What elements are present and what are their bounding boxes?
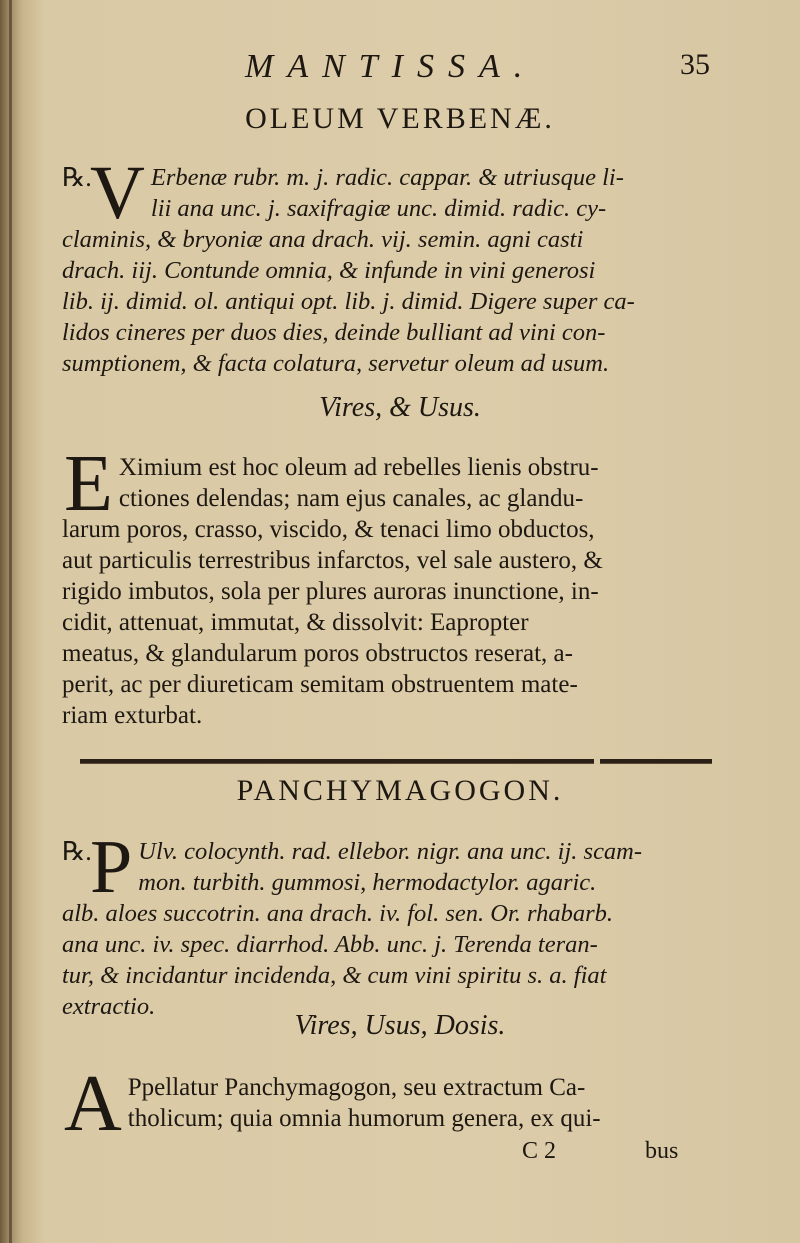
- recipe-initial: P: [90, 825, 133, 909]
- text-line: ctiones delendas; nam ejus canales, ac glandu-: [118, 485, 584, 512]
- text-line: Ppellatur Panchymagogon, seu extractum Ca-: [127, 1074, 586, 1101]
- text-line: rigido imbutos, sola per plures auroras inunctione, in-: [62, 578, 599, 605]
- text-line: Erbenæ rubr. m. j. radic. cappar. & utriusque li-: [150, 164, 624, 191]
- page-gutter: [9, 0, 12, 1243]
- recipe-initial: V: [90, 151, 145, 235]
- section-title-oleum-verbenae: OLEUM VERBENÆ.: [245, 102, 555, 135]
- subheading-vires-usus-dosis: Vires, Usus, Dosis.: [294, 1010, 506, 1041]
- paragraph-vires-usus: [62, 440, 730, 731]
- section-title-panchymagogon: PANCHYMAGOGON.: [236, 774, 564, 807]
- subheading-vires-usus: Vires, & Usus.: [319, 392, 481, 423]
- running-header: [60, 44, 750, 94]
- signature-mark: C 2: [522, 1138, 557, 1164]
- text-line: lii ana unc. j. saxifragiæ unc. dimid. radic. cy-: [150, 195, 607, 222]
- recipe-symbol: ℞.: [62, 837, 92, 866]
- text-line: cidit, attenuat, immutat, & dissolvit: Eapropter: [62, 609, 529, 636]
- running-title: MANTISSA.: [245, 48, 537, 85]
- paragraph-initial: A: [64, 1060, 122, 1148]
- text-line: Ulv. colocynth. rad. ellebor. nigr. ana unc. ij. scam-: [138, 838, 643, 865]
- recipe-oleum-verbenae: [62, 151, 730, 379]
- text-line: sumptionem, & facta colatura, servetur oleum ad usum.: [62, 350, 610, 377]
- recipe-panchymagogon: [62, 825, 730, 1022]
- text-line: extractio.: [62, 993, 156, 1020]
- text-line: tur, & incidantur incidenda, & cum vini spiritu s. a. fiat: [62, 962, 607, 989]
- section-divider-rule: [80, 759, 712, 764]
- catchword: bus: [645, 1138, 679, 1164]
- rule-break: [594, 757, 600, 765]
- text-line: Ximium est hoc oleum ad rebelles lienis obstru-: [118, 454, 599, 481]
- recipe-symbol: ℞.: [62, 163, 92, 192]
- text-line: meatus, & glandularum poros obstructos reserat, a-: [62, 640, 573, 667]
- page-number: 35: [680, 48, 710, 81]
- text-line: ana unc. iv. spec. diarrhod. Abb. unc. j. Terenda teran-: [62, 931, 598, 958]
- text-line: lib. ij. dimid. ol. antiqui opt. lib. j. dimid. Digere super ca-: [62, 288, 635, 315]
- text-line: larum poros, crasso, viscido, & tenaci limo obductos,: [62, 516, 595, 543]
- text-line: alb. aloes succotrin. ana drach. iv. fol. sen. Or. rhabarb.: [62, 900, 614, 927]
- text-line: drach. iij. Contunde omnia, & infunde in vini generosi: [62, 257, 596, 284]
- paragraph-vires-usus-dosis: [62, 1060, 730, 1148]
- text-line: lidos cineres per duos dies, deinde bulliant ad vini con-: [62, 319, 606, 346]
- text-line: mon. turbith. gummosi, hermodactylor. agaric.: [138, 869, 597, 896]
- text-line: riam exturbat.: [62, 702, 203, 729]
- text-line: claminis, & bryoniæ ana drach. vij. semin. agni casti: [62, 226, 584, 253]
- page-footer: [0, 1138, 800, 1170]
- text-line: aut particulis terrestribus infarctos, vel sale austero, &: [62, 547, 603, 574]
- text-line: tholicum; quia omnia humorum genera, ex qui-: [127, 1105, 601, 1132]
- text-line: perit, ac per diureticam semitam obstruentem mate-: [62, 671, 578, 698]
- paragraph-initial: E: [64, 440, 113, 528]
